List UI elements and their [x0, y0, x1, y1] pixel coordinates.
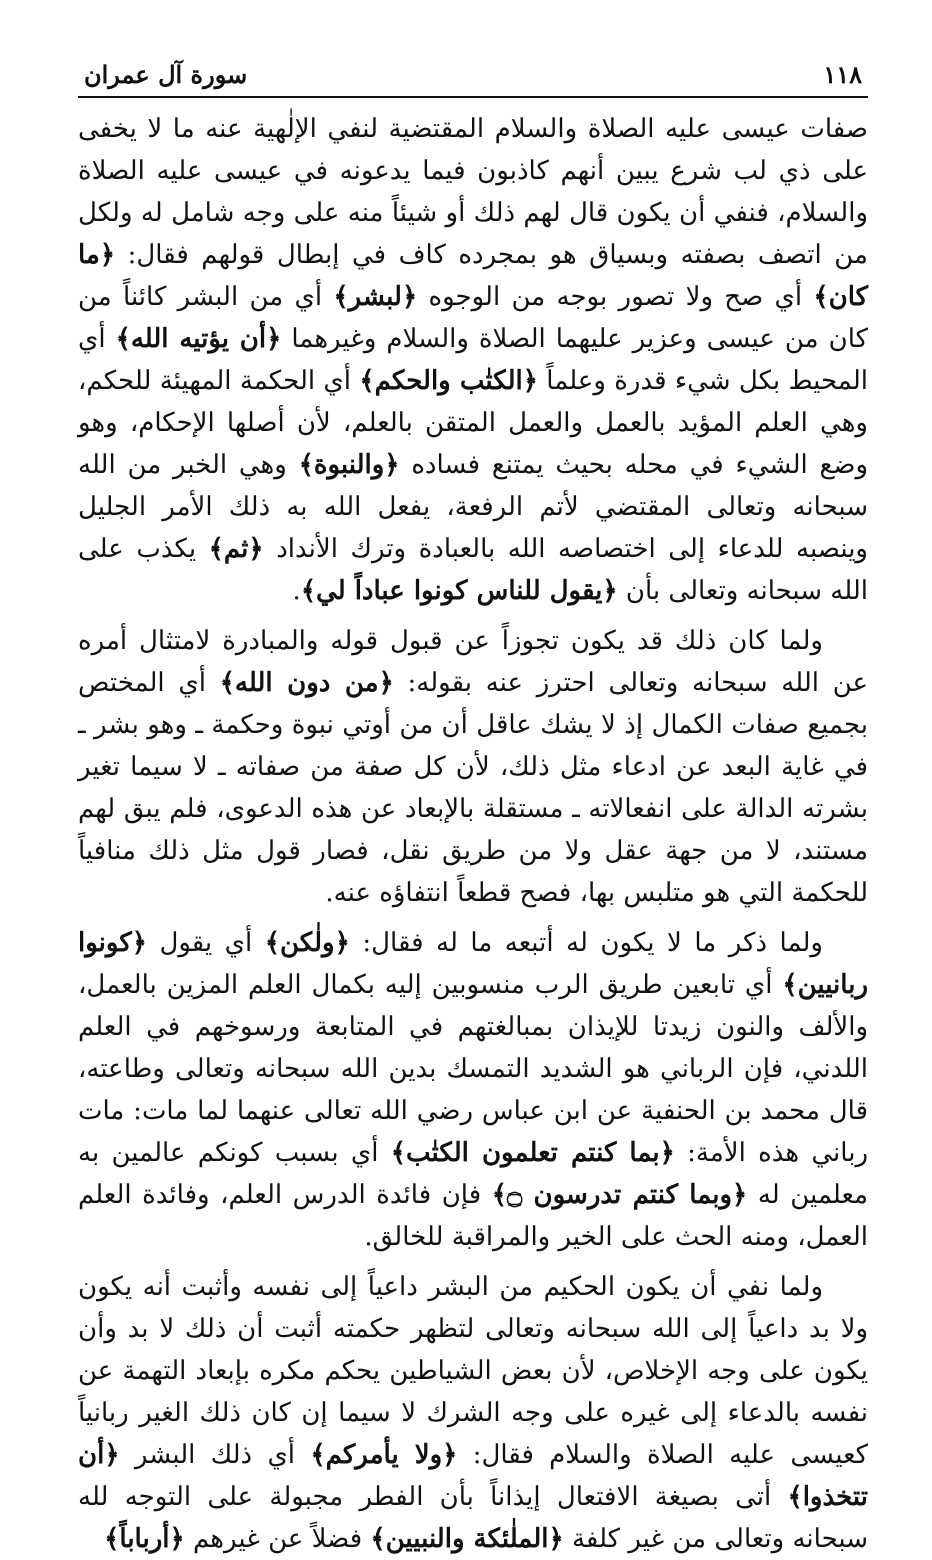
quran-quote: ﴿بما كنتم تعلمون الكتٰب﴾ — [390, 1138, 675, 1168]
surah-title: سورة آل عمران — [84, 60, 248, 89]
quran-quote: ﴿أرباباً﴾ — [104, 1524, 185, 1554]
text-segment: أي المحيط بكل شيء قدرة وعلماً — [78, 324, 868, 396]
text-segment: يكذب على الله سبحانه وتعالى بأن — [78, 534, 868, 606]
quran-quote: ﴿من دون الله﴾ — [219, 668, 394, 698]
quran-quote: ﴿وبما كنتم تدرسون ۝﴾ — [491, 1180, 748, 1210]
text-segment: . — [292, 576, 301, 606]
quran-quote: ﴿يقول للناس كونوا عباداً لي﴾ — [300, 576, 618, 606]
text-segment: وهي الخبر من الله سبحانه وتعالى المقتضي لأتم الرفعة، يفعل الله به ذلك الأمر الجليل وينصبه للدعاء إلى اختصاصه الله بالعبادة وترك الأنداد — [78, 450, 868, 564]
text-segment: صفات عيسى عليه الصلاة والسلام المقتضية لنفي الإلٰهية عنه ما لا يخفى على ذي لب شرع يبين أنهم كاذبون فيما يدعونه في عيسى عليه الصلاة والسلام، فنفي أن يكون قال لهم ذلك أو شيئاً منه على وجه شامل له ولكل من اتصف بصفته وبسياق هو بمجرده كاف في إبطال قولهم فقال: — [78, 114, 868, 270]
body-text — [78, 108, 868, 1560]
text-segment: ولما ذكر ما لا يكون له أتبعه ما له فقال: — [349, 928, 823, 958]
paragraph — [78, 108, 868, 612]
text-segment: أي تابعين طريق الرب منسوبين إليه بكمال العلم المزين بالعمل، والألف والنون زيدتا للإيذان بمبالغتهم في المتابعة ورسوخهم في العلم اللدني، فإن الرباني هو الشديد التمسك بدين الله سبحانه وتعالى وطاعته، قال محمد بن الحنفية عن ابن عباس رضي الله تعالى عنهما لما مات: مات رباني هذه الأمة: — [78, 970, 868, 1168]
page-header — [78, 56, 868, 98]
quran-quote: ﴿الكتٰب والحكم﴾ — [359, 366, 538, 396]
text-segment: فضلاً عن غيرهم — [184, 1524, 371, 1554]
text-segment: ولما نفي أن يكون الحكيم من البشر داعياً إلى نفسه وأثبت أنه يكون ولا بد داعياً إلى الله سبحانه وتعالى لتظهر حكمته أثبت أن ذلك لا بد وأن يكون على وجه الإخلاص، لأن بعض الشياطين يحكم مكره بإبعاد التهمة عن نفسه بالدعاء إلى غيره على وجه الشرك لا سيما إن كان ذلك الغير ربانياً كعيسى عليه الصلاة والسلام فقال: — [78, 1272, 868, 1470]
text-segment: أي ذلك البشر — [119, 1440, 311, 1470]
text-segment: ولما كان ذلك قد يكون تجوزاً عن قبول قوله والمبادرة لامتثال أمره عن الله سبحانه وتعالى احترز عنه بقوله: — [78, 626, 868, 698]
text-segment: فإن فائدة الدرس العلم، وفائدة العلم العمل، ومنه الحث على الخير والمراقبة للخالق. — [78, 1180, 868, 1252]
quran-quote: ﴿أن يؤتيه الله﴾ — [115, 324, 282, 354]
quran-quote: ﴿ولٰكن﴾ — [264, 928, 350, 958]
text-segment: أي المختص بجميع صفات الكمال إذ لا يشك عاقل أن من أوتي نبوة وحكمة ـ وهو بشر ـ في غاية البعد عن ادعاء مثل ذلك، لأن كل صفة من صفاته ـ لا سيما تغير بشرته الدالة على انفعالاته ـ مستقلة بالإبعاد عن هذه الدعوى، فلم يبق لهم مستند، لا من جهة عقل ولا من طريق نقل، فصار قول مثل ذلك منافياً للحكمة التي هو متلبس بها، فصح قطعاً انتفاؤه عنه. — [78, 668, 868, 908]
text-segment: أي صح ولا تصور بوجه من الوجوه — [417, 282, 814, 312]
quran-quote: ﴿والنبوة﴾ — [298, 450, 400, 480]
page-number: ١١٨ — [823, 60, 862, 89]
book-page — [78, 56, 869, 1554]
text-segment: أي يقول — [146, 928, 265, 958]
quran-quote: ﴿لبشر﴾ — [333, 282, 418, 312]
paragraph — [78, 1266, 868, 1560]
quran-quote: ﴿ثم﴾ — [208, 534, 264, 564]
text-segment: أتى بصيغة الافتعال إيذاناً بأن الفطر مجبولة على التوجه لله سبحانه وتعالى من غير كلفة — [78, 1482, 868, 1554]
text-segment: أي الحكمة المهيئة للحكم، وهي العلم المؤيد بالعمل والعمل المتقن بالعلم، لأن أصلها الإحكام، وهو وضع الشيء في محله بحيث يمتنع فساده — [78, 366, 869, 480]
quran-quote: ﴿ولا يأمركم﴾ — [310, 1440, 458, 1470]
text-segment: أي بسبب كونكم عالمين به معلمين له — [78, 1138, 869, 1210]
paragraph — [78, 620, 868, 914]
quran-quote: ﴿ما كان﴾ — [78, 240, 869, 312]
quran-quote: ﴿أن تتخذوا﴾ — [78, 1440, 868, 1512]
text-segment: أي من البشر كائناً من كان من عيسى وعزير عليهما الصلاة والسلام وغيرهما — [78, 282, 869, 354]
paragraph — [78, 922, 868, 1258]
quran-quote: ﴿كونوا ربانيين﴾ — [78, 928, 868, 1000]
quran-quote: ﴿الملٰئكة والنبيين﴾ — [370, 1524, 564, 1554]
